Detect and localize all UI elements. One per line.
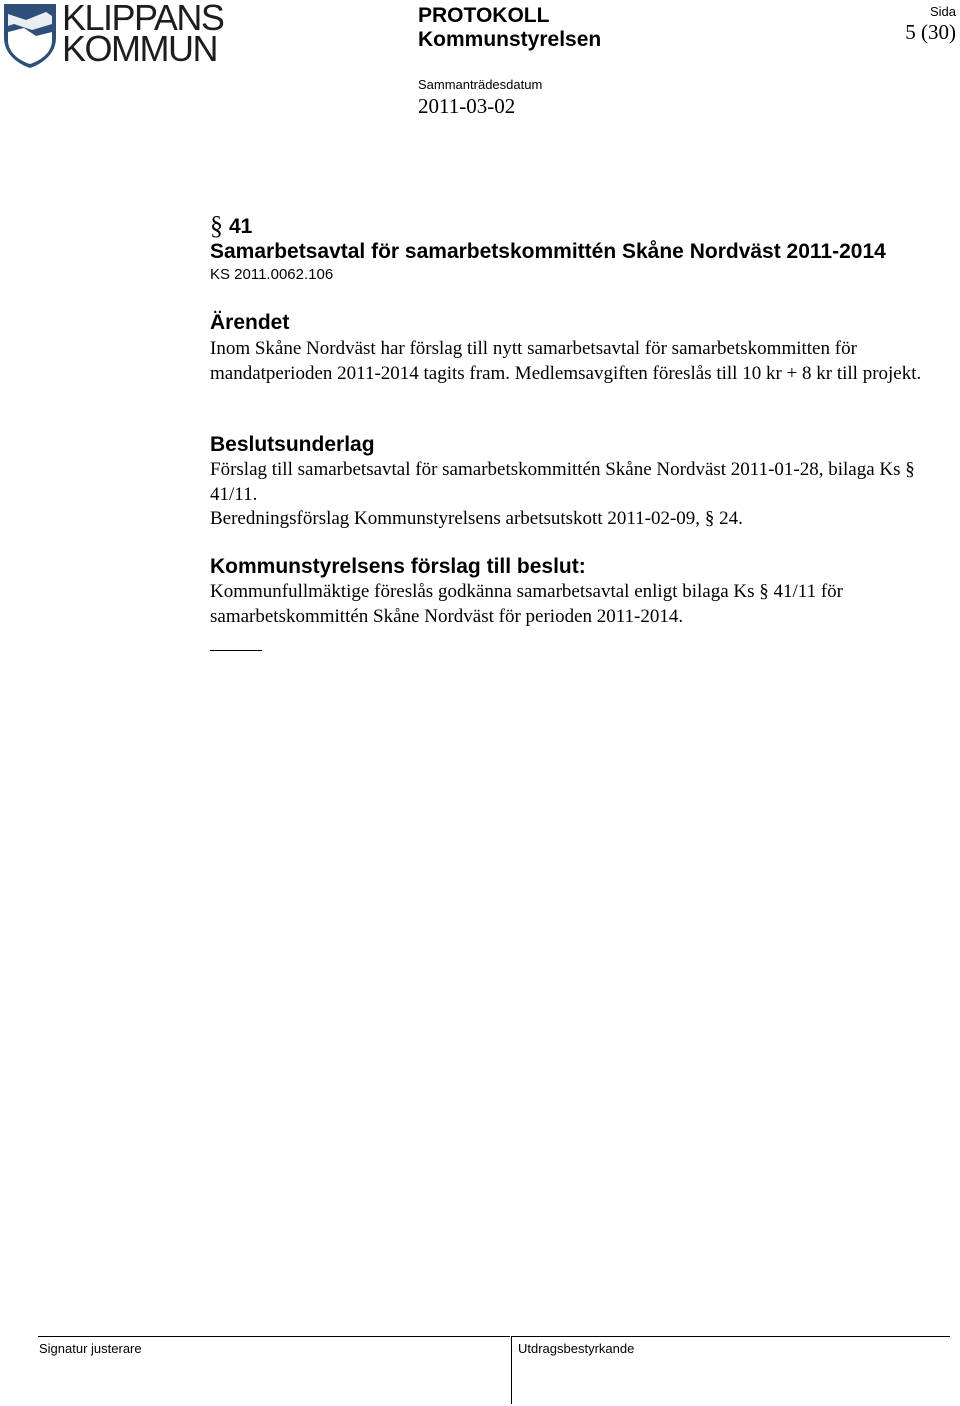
section-sign-icon: § — [704, 508, 715, 529]
paragraph-number: 41 — [229, 215, 253, 238]
coat-of-arms-icon — [2, 2, 58, 68]
document-type: PROTOKOLL — [418, 4, 550, 27]
underlag-item-2-text: Beredningsförslag Kommunstyrelsens arbetsutskott 2011-02-09, — [210, 508, 701, 529]
organ-name: Kommunstyrelsen — [418, 28, 602, 51]
meeting-date: 2011-03-02 — [418, 94, 516, 118]
signature-label: Signatur justerare — [39, 1341, 142, 1356]
underlag-item-2-ref: 24. — [719, 508, 743, 529]
logo-line-2: KOMMUN — [62, 28, 217, 69]
logo-wordmark — [62, 0, 224, 69]
beslutsunderlag-item — [210, 507, 950, 532]
meeting-date-label: Sammanträdesdatum — [418, 77, 543, 92]
arendet-heading: Ärendet — [210, 311, 290, 334]
footer-divider — [511, 1336, 512, 1404]
section-sign-icon: § — [759, 581, 769, 602]
section-sign-icon: § — [210, 211, 223, 240]
underlag-item-1-ref: 41/11. — [210, 483, 258, 505]
forslag-text-end: 41/11 för samarbetskommittén Skåne Nordväst för perioden 2011-2014. — [210, 581, 844, 627]
forslag-text-start: Kommunfullmäktige föreslås godkänna samarbetsavtal enligt bilaga Ks — [210, 581, 755, 602]
section-sign-icon: § — [905, 459, 915, 480]
diary-number: KS 2011.0062.106 — [210, 266, 334, 283]
paragraph-heading — [210, 211, 950, 241]
page-label: Sida — [929, 4, 956, 19]
end-rule — [210, 650, 262, 651]
logo-line-1: KLIPPANS — [62, 0, 224, 38]
arendet-text: Inom Skåne Nordväst har förslag till nytt samarbetsavtal för samarbetskommitten för mandatperioden 2011-2014 tagits fram. Medlemsavgiften föreslås till 10 kr + 8 kr till projekt. — [210, 338, 922, 384]
municipality-logo — [2, 0, 224, 69]
extract-label: Utdragsbestyrkande — [518, 1341, 635, 1356]
beslutsunderlag-item — [210, 458, 950, 507]
page-number: 5 (30) — [905, 20, 956, 44]
footer-rule-left — [38, 1336, 510, 1337]
forslag-heading: Kommunstyrelsens förslag till beslut: — [210, 555, 586, 578]
forslag-text — [210, 580, 950, 629]
underlag-item-1-text: Förslag till samarbetsavtal för samarbetskommittén Skåne Nordväst 2011-01-28, bilaga Ks — [210, 459, 901, 480]
beslutsunderlag-heading: Beslutsunderlag — [210, 433, 375, 456]
footer-rule-right — [512, 1336, 950, 1337]
item-title: Samarbetsavtal för samarbetskommittén Skåne Nordväst 2011-2014 — [210, 240, 886, 263]
